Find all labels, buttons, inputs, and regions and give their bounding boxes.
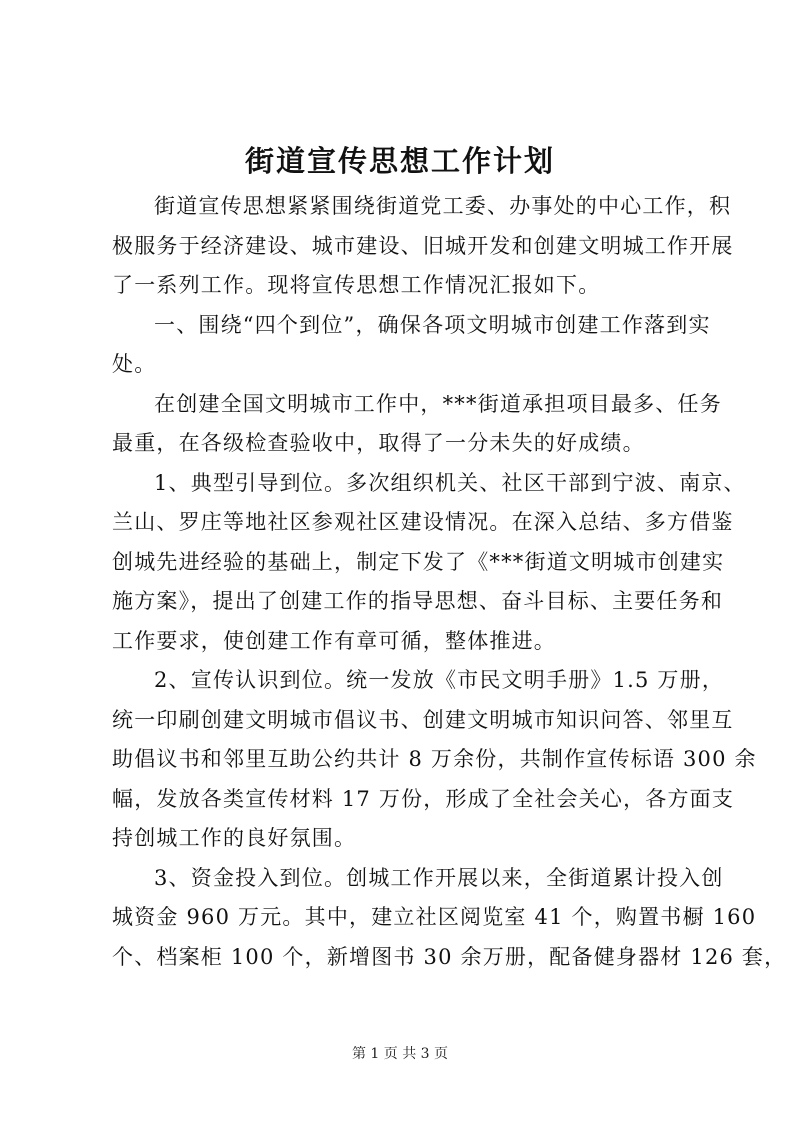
section-heading-line: 处。 [112,352,157,376]
paragraph-line: 个、档案柜 100 个，新增图书 30 余万册，配备健身器材 126 套， [112,944,787,969]
paragraph-line: 城资金 960 万元。其中，建立社区阅览室 41 个，购置书橱 160 [112,905,757,929]
paragraph-line: 持创城工作的良好氛围。 [112,826,357,850]
paragraph-line: 3、资金投入到位。创城工作开展以来，全街道累计投入创 [154,865,724,890]
paragraph-line: 施方案》，提出了创建工作的指导思想、奋斗目标、主要任务和 [112,589,724,613]
page-number-footer: 第 1 页 共 3 页 [351,1046,449,1062]
paragraph-line: 助倡议书和邻里互助公约共计 8 万余份，共制作宣传标语 300 余 [112,747,757,771]
paragraph-line: 了一系列工作。现将宣传思想工作情况汇报如下。 [112,273,601,297]
paragraph-line: 1、典型引导到位。多次组织机关、社区干部到宁波、南京、 [154,470,746,495]
paragraph-line: 最重，在各级检查验收中，取得了一分未失的好成绩。 [112,431,645,455]
paragraph-line: 街道宣传思想紧紧围绕街道党工委、办事处的中心工作，积 [154,194,732,218]
paragraph-line: 统一印刷创建文明城市倡议书、创建文明城市知识问答、邻里互 [112,707,734,732]
document-body [112,187,787,977]
paragraph-line: 2、宣传认识到位。统一发放《市民文明手册》1.5 万册， [154,668,725,692]
paragraph-line: 创城先进经验的基础上，制定下发了《***街道文明城市创建实 [112,549,725,574]
paragraph-line: 兰山、罗庄等地社区参观社区建设情况。在深入总结、多方借鉴 [112,510,734,534]
paragraph-line: 极服务于经济建设、城市建设、旧城开发和创建文明城工作开展 [112,233,734,258]
section-heading-line: 一、围绕“四个到位”，确保各项文明城市创建工作落到实 [154,312,711,337]
paragraph-line: 幅，发放各类宣传材料 17 万份，形成了全社会关心，各方面支 [112,786,735,811]
document-title: 街道宣传思想工作计划 [244,144,555,178]
paragraph-line: 工作要求，使创建工作有章可循，整体推进。 [112,628,556,653]
paragraph-line: 在创建全国文明城市工作中，***街道承担项目最多、任务 [154,391,722,416]
